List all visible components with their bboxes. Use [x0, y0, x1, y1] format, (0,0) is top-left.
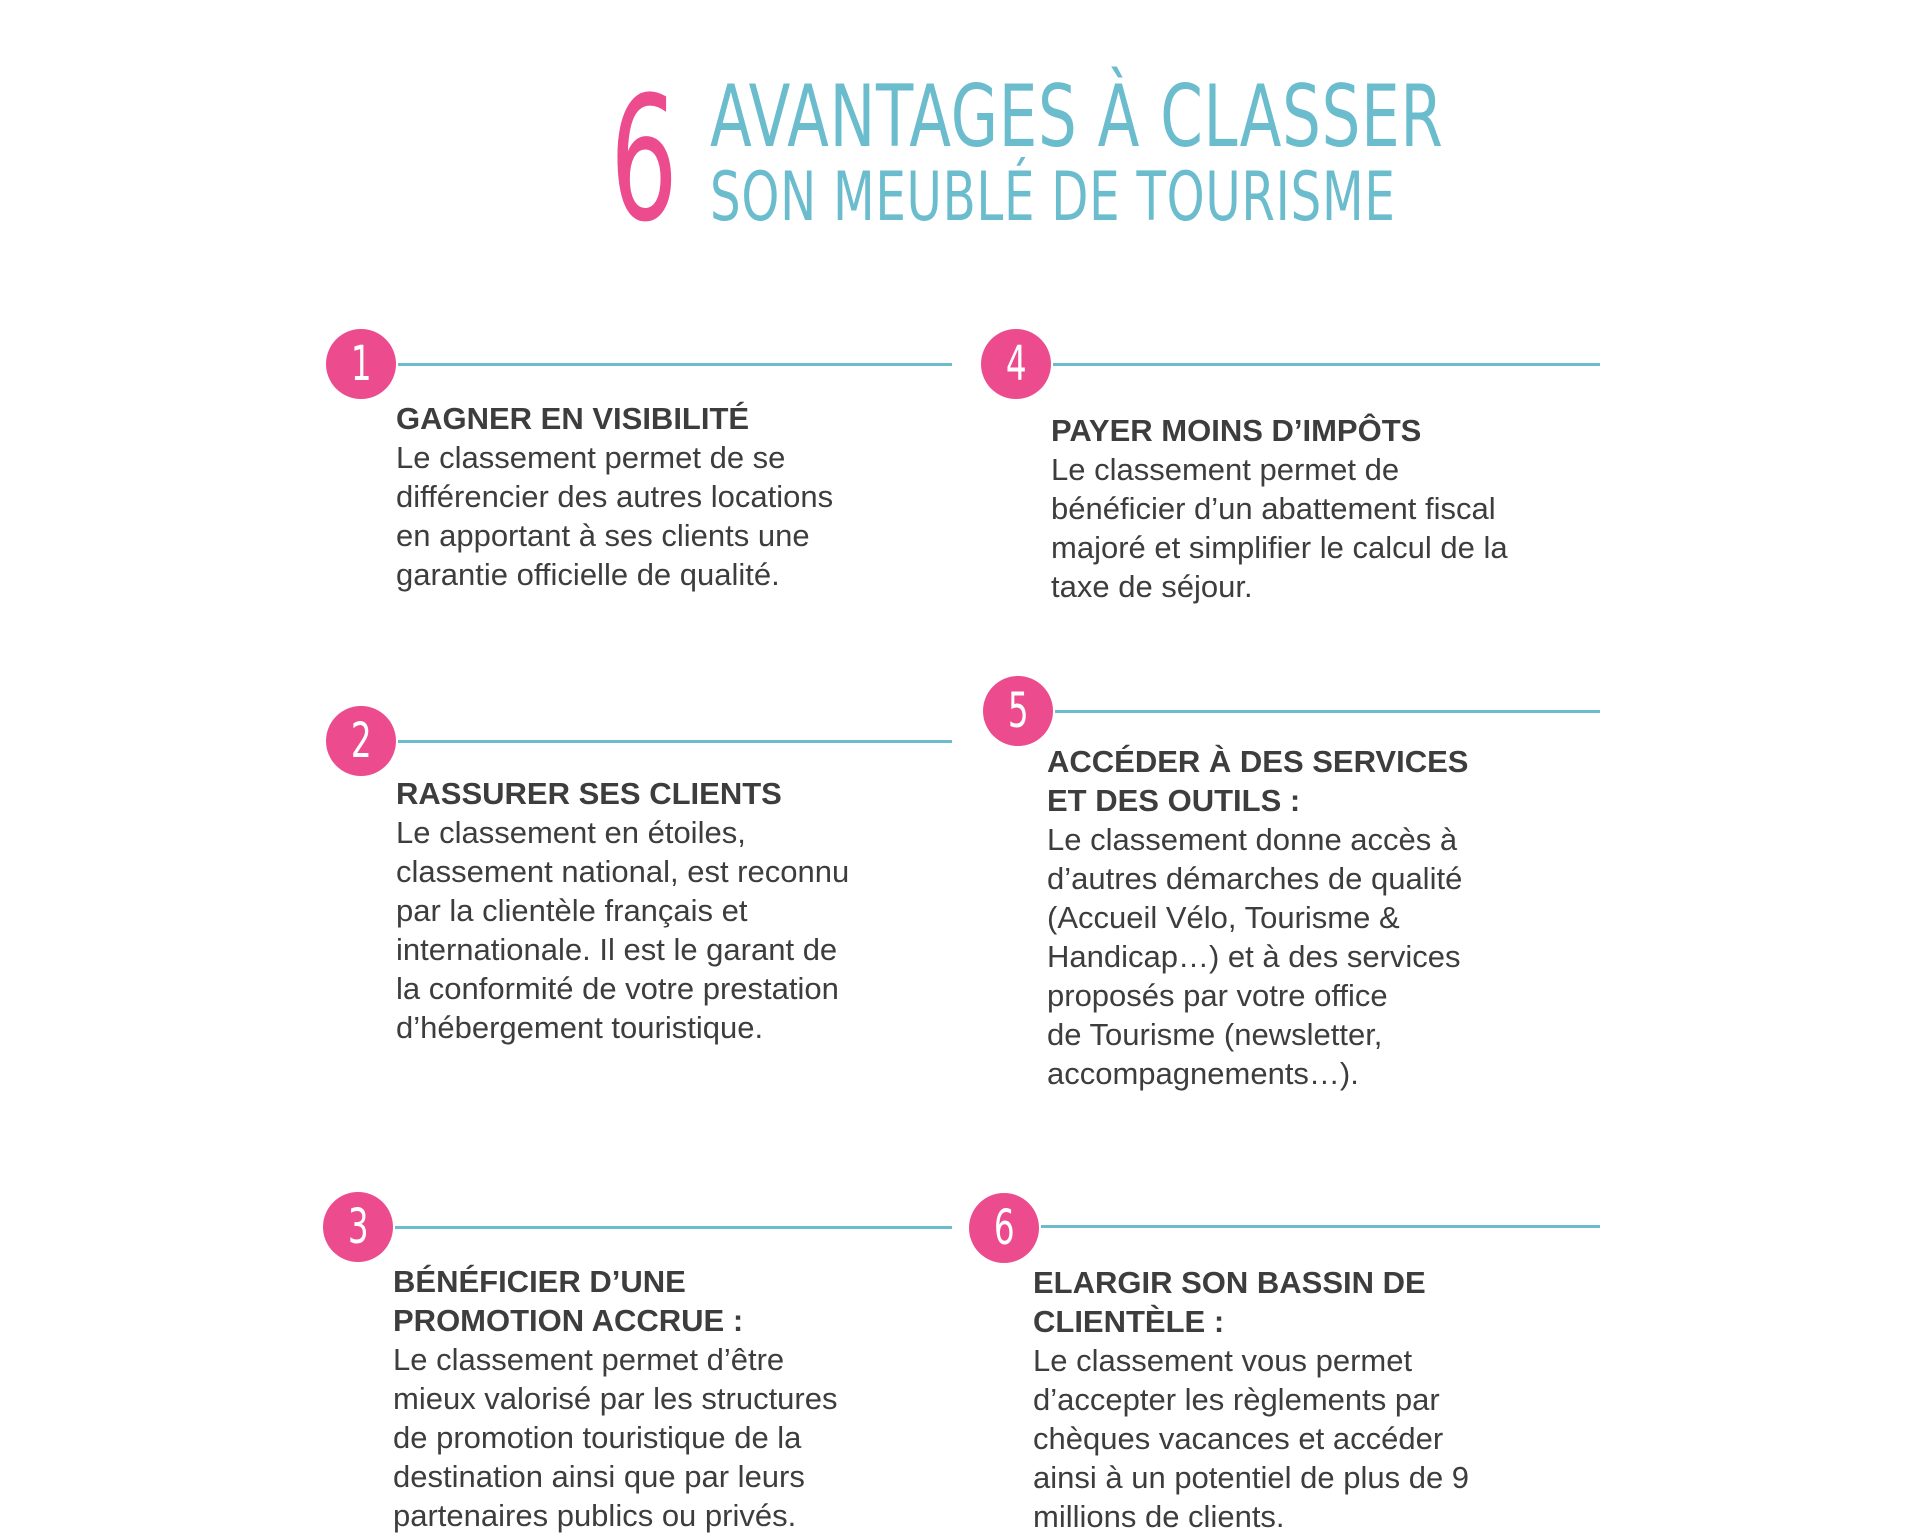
page-title: [610, 59, 1444, 260]
number-badge: 1: [326, 329, 396, 399]
divider-line: [395, 1226, 952, 1229]
title-line-2: SON MEUBLÉ DE TOURISME: [710, 158, 1396, 237]
divider-line: [1055, 710, 1600, 713]
advantage-title: ACCÉDER À DES SERVICES ET DES OUTILS :: [1047, 744, 1469, 818]
advantage-text: Le classement permet d’être mieux valorisé par les structures de promotion touristique de la destination ainsi que par leurs partenaires publics ou privés.: [393, 1342, 838, 1533]
title-line-1: AVANTAGES À CLASSER: [710, 67, 1444, 167]
advantage-title: GAGNER EN VISIBILITÉ: [396, 401, 750, 436]
advantage-text: Le classement permet de bénéficier d’un abattement fiscal majoré et simplifier le calcul de la taxe de séjour.: [1051, 452, 1508, 604]
advantage-text: Le classement en étoiles, classement national, est reconnu par la clientèle français et internationale. Il est le garant de la conformité de votre prestation d’hébergement touristique.: [396, 815, 850, 1045]
title-text: [710, 67, 1743, 237]
number-badge: 5: [983, 676, 1053, 746]
advantage-title: BÉNÉFICIER D’UNE PROMOTION ACCRUE :: [393, 1264, 744, 1338]
divider-line: [398, 740, 952, 743]
advantage-text: Le classement permet de se différencier des autres locations en apportant à ses clients une garantie officielle de qualité.: [396, 440, 834, 592]
divider-line: [1041, 1225, 1600, 1228]
advantage-title: ELARGIR SON BASSIN DE CLIENTÈLE :: [1033, 1265, 1426, 1339]
divider-line: [398, 363, 952, 366]
number-badge: 4: [981, 329, 1051, 399]
advantage-text: Le classement donne accès à d’autres démarches de qualité (Accueil Vélo, Tourisme & Handicap…) et à des services proposés par votre office de Tourisme (newsletter, accompagnements…).: [1047, 822, 1463, 1091]
advantage-title: PAYER MOINS D’IMPÔTS: [1051, 413, 1422, 448]
number-badge: 3: [323, 1192, 393, 1262]
title-number: 6: [610, 59, 677, 260]
advantage-text: Le classement vous permet d’accepter les règlements par chèques vacances et accéder ainsi à un potentiel de plus de 9 millions de clients.: [1033, 1343, 1470, 1534]
divider-line: [1053, 363, 1600, 366]
advantage-title: RASSURER SES CLIENTS: [396, 776, 782, 811]
number-badge: 2: [326, 706, 396, 776]
number-badge: 6: [969, 1193, 1039, 1263]
